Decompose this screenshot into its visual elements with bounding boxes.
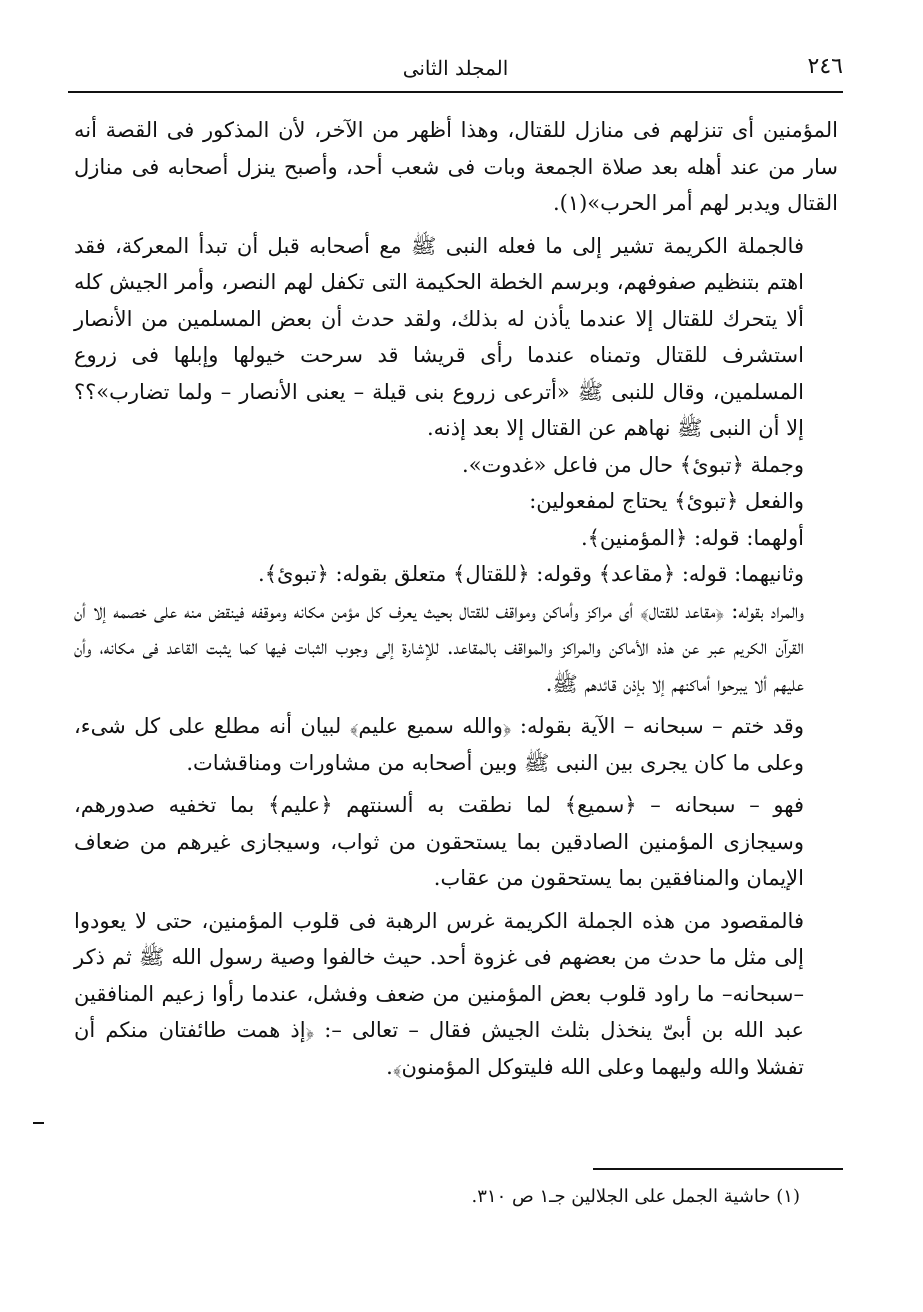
paragraph: وثانيهما: قوله: ﴿مقاعد﴾ وقوله: ﴿للقتال﴾ متعلق بقوله: ﴿تبوئ﴾.	[258, 562, 804, 586]
paragraph: فالجملة الكريمة تشير إلى ما فعله النبى ﷺ مع أصحابه قبل أن تبدأ المعركة، فقد اهتم بتنظيم صفوفهم، وبرسم الخطة الحكيمة التى تكفل لهم النصر، وأمر الجيش كله ألا يتحرك للقتال إلا عندما يأذن له بذلك، ولقد حدث أن بعض المسلمين من الأنصار استشرف للقتال وتمناه عندما رأى قريشا قد سرحت خيولها وإبلها فى زروع المسلمين، وقال للنبى ﷺ «أترعى زروع بنى قيلة – يعنى الأنصار – ولما تضارب»؟؟ إلا أن النبى ﷺ نهاهم عن القتال إلا بعد إذنه.	[74, 233, 804, 440]
paragraph: أولهما: قوله: ﴿المؤمنين﴾.	[580, 525, 804, 550]
paragraph: والفعل ﴿تبوئ﴾ يحتاج لمفعولين:	[529, 489, 804, 513]
footnote: (١) حاشية الجمل على الجلالين جـ١ ص ٣١٠.	[471, 1186, 800, 1207]
paragraph: فالمقصود من هذه الجملة الكريمة غرس الرهبة فى قلوب المؤمنين، حتى لا يعودوا إلى مثل ما حدث من بعضهم فى غزوة أحد. حيث خالفوا وصية رسول الله ﷺ ثم ذكر –سبحانه– ما راود قلوب بعض المؤمنين من ضعف وفشل، عندما رأوا زعيم المنافقين عبد الله بن أبىّ ينخذل بثلث الجيش فقال – تعالى –: ﴿إذ همت طائفتان منكم أن تفشلا والله وليهما وعلى الله فليتوكل المؤمنون﴾.	[74, 908, 804, 1079]
body-text	[74, 112, 838, 1085]
paragraph: فهو – سبحانه – ﴿سميع﴾ لما نطقت به ألسنتهم ﴿عليم﴾ بما تخفيه صدورهم، وسيجازى المؤمنين الصادقين بما يستحقون من ثواب، وسيجازى غيرهم من ضعاف الإيمان والمنافقين بما يستحقون من عقاب.	[74, 793, 804, 890]
page-number: ٢٤٦	[807, 54, 843, 79]
margin-mark	[33, 1122, 44, 1124]
paragraph: وجملة ﴿تبوئ﴾ حال من فاعل «غدوت».	[462, 452, 804, 477]
paragraph: وقد ختم – سبحانه – الآية بقوله: ﴿والله سميع عليم﴾ لبيان أنه مطلع على كل شىء، وعلى ما كان يجرى بين النبى ﷺ وبين أصحابه من مشاورات ومناقشات.	[74, 714, 804, 775]
running-title: المجلد الثانى	[402, 56, 509, 80]
footnote-rule	[593, 1168, 843, 1170]
header-rule	[68, 91, 843, 93]
paragraph: المؤمنين أى تنزلهم فى منازل للقتال، وهذا أظهر من الآخر، لأن المذكور فى القصة أنه سار من عند أهله بعد صلاة الجمعة وبات فى شعب أحد، وأصبح ينزل أصحابه فى منازل القتال ويدبر لهم أمر الحرب»(١).	[74, 118, 838, 215]
paragraph: والمراد بقوله: ﴿مقاعد للقتال﴾ أى مراكز وأماكن ومواقف للقتال بحيث يعرف كل مؤمن مكانه وموقفه فينقض منه على خصمه إلا أن القرآن الكريم عبر عن هذه الأماكن والمراكز والمواقف بالمقاعد. للإشارة إلى وجوب الثبات فيها كما يثبت القاعد فى مكانه، وأن عليهم ألا يبرحوا أماكنهم إلا بإذن قائدهم ﷺ.	[74, 598, 804, 696]
page-header	[68, 54, 843, 84]
